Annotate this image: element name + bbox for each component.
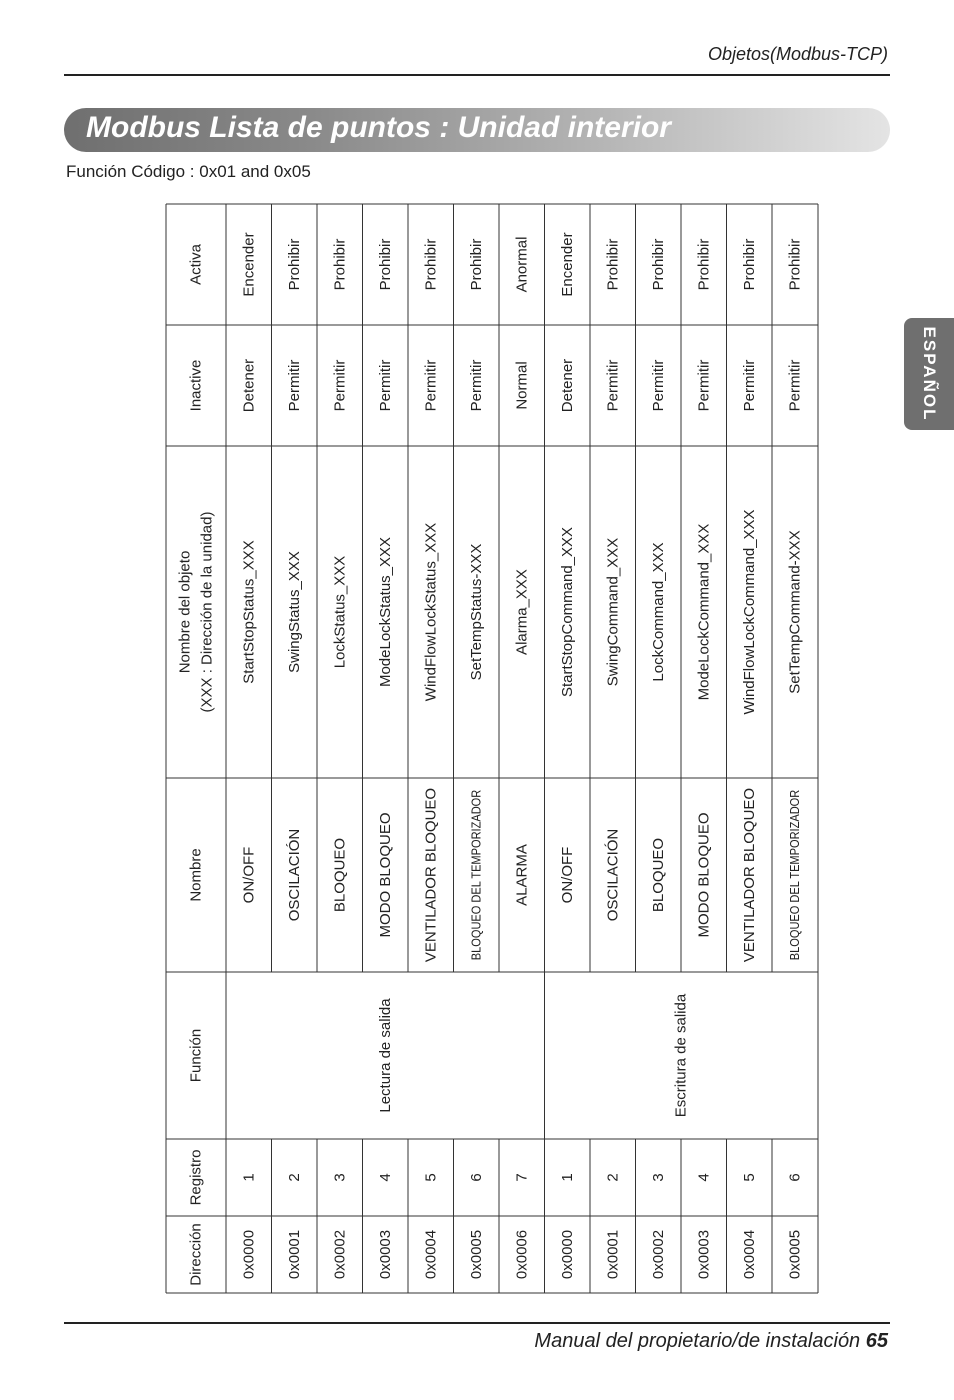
bottom-rule [64,1322,890,1324]
cell-inactive: Permitir [422,359,440,412]
cell-nombre: MODO BLOQUEO [695,812,713,938]
cell-activa: Prohibir [376,238,394,291]
cell-inactive: Permitir [467,359,485,412]
cell-direccion: 0x0002 [331,1229,349,1280]
page-number: 65 [865,1330,888,1352]
cell-direccion: 0x0006 [513,1229,531,1280]
cell-nombre: ON/OFF [240,846,258,904]
header-nombre: Nombre [187,848,205,902]
cell-objeto: WindFlowLockCommand_XXX [740,509,758,715]
cell-inactive: Detener [240,358,258,413]
cell-objeto: LockCommand_XXX [649,542,667,682]
cell-inactive: Permitir [695,359,713,412]
cell-registro: 4 [695,1173,713,1182]
cell-inactive: Permitir [740,359,758,412]
cell-registro: 7 [513,1173,531,1182]
cell-activa: Encender [240,232,258,297]
function-code-subtitle: Función Código : 0x01 and 0x05 [66,162,311,181]
cell-objeto: Alarma_XXX [513,569,531,655]
running-header: Objetos(Modbus-TCP) [707,44,888,64]
cell-nombre: BLOQUEO DEL TEMPORIZADOR [787,789,803,961]
cell-registro: 5 [422,1173,440,1182]
cell-activa: Prohibir [786,238,804,291]
cell-objeto: LockStatus_XXX [331,555,349,669]
footer [534,1330,888,1353]
cell-objeto: SwingStatus_XXX [285,551,303,673]
cell-inactive: Permitir [649,359,667,412]
cell-objeto: ModeLockCommand_XXX [695,523,713,701]
cell-activa: Prohibir [467,238,485,291]
cell-funcion-group: Escritura de salida [672,993,690,1118]
cell-registro: 1 [558,1173,576,1182]
header-activa: Activa [187,244,205,285]
cell-direccion: 0x0005 [467,1229,485,1280]
cell-activa: Prohibir [604,238,622,291]
cell-direccion: 0x0004 [740,1229,758,1280]
cell-objeto: StartStopCommand_XXX [558,526,576,698]
cell-inactive: Permitir [786,359,804,412]
cell-nombre: BLOQUEO DEL TEMPORIZADOR [468,789,484,961]
cell-nombre: OSCILACIÓN [285,828,303,922]
cell-nombre: OSCILACIÓN [604,828,622,922]
cell-activa: Prohibir [422,238,440,291]
cell-activa: Prohibir [649,238,667,291]
cell-objeto: ModeLockStatus_XXX [376,536,394,688]
header-inactive: Inactive [187,359,205,412]
cell-activa: Encender [558,232,576,297]
cell-activa: Anormal [513,236,531,293]
cell-activa: Prohibir [695,238,713,291]
cell-inactive: Permitir [331,359,349,412]
cell-registro: 3 [331,1173,349,1182]
header-funcion: Función [187,1028,205,1083]
cell-objeto: SetTempStatus-XXX [467,543,485,681]
header-objeto-line2: (XXX : Dirección de la unidad) [198,511,216,713]
cell-activa: Prohibir [285,238,303,291]
cell-inactive: Permitir [604,359,622,412]
cell-registro: 5 [740,1173,758,1182]
cell-nombre: VENTILADOR BLOQUEO [422,787,440,963]
cell-registro: 6 [786,1173,804,1182]
cell-nombre: MODO BLOQUEO [376,812,394,938]
cell-direccion: 0x0001 [285,1229,303,1280]
cell-inactive: Detener [558,358,576,413]
cell-direccion: 0x0001 [604,1229,622,1280]
cell-nombre: BLOQUEO [331,837,349,913]
cell-registro: 4 [376,1173,394,1182]
cell-registro: 3 [649,1173,667,1182]
cell-activa: Prohibir [331,238,349,291]
cell-direccion: 0x0000 [558,1229,576,1280]
cell-activa: Prohibir [740,238,758,291]
cell-inactive: Permitir [285,359,303,412]
cell-registro: 2 [285,1173,303,1182]
cell-nombre: BLOQUEO [649,837,667,913]
cell-registro: 6 [467,1173,485,1182]
cell-objeto: SwingCommand_XXX [604,537,622,687]
cell-inactive: Normal [513,361,531,410]
cell-objeto: StartStopStatus_XXX [240,540,258,684]
cell-inactive: Permitir [376,359,394,412]
header-objeto-line1: Nombre del objeto [176,550,194,674]
cell-registro: 2 [604,1173,622,1182]
cell-registro: 1 [240,1173,258,1182]
cell-direccion: 0x0004 [422,1229,440,1280]
cell-direccion: 0x0003 [376,1229,394,1280]
footer-title: Manual del propietario/de instalación [534,1330,861,1352]
cell-direccion: 0x0003 [695,1229,713,1280]
cell-objeto: WindFlowLockStatus_XXX [422,522,440,702]
header-direccion: Dirección [187,1223,205,1286]
cell-funcion-group: Lectura de salida [376,998,394,1113]
cell-direccion: 0x0002 [649,1229,667,1280]
page-title: Modbus Lista de puntos : Unidad interior [86,111,671,144]
header-registro: Registro [187,1149,205,1206]
cell-nombre: ON/OFF [558,846,576,904]
cell-direccion: 0x0000 [240,1229,258,1280]
cell-nombre: ALARMA [513,844,531,906]
language-tab-label: ESPAÑOL [920,326,939,422]
cell-objeto: SetTempCommand-XXX [786,530,804,694]
cell-direccion: 0x0005 [786,1229,804,1280]
cell-nombre: VENTILADOR BLOQUEO [740,787,758,963]
